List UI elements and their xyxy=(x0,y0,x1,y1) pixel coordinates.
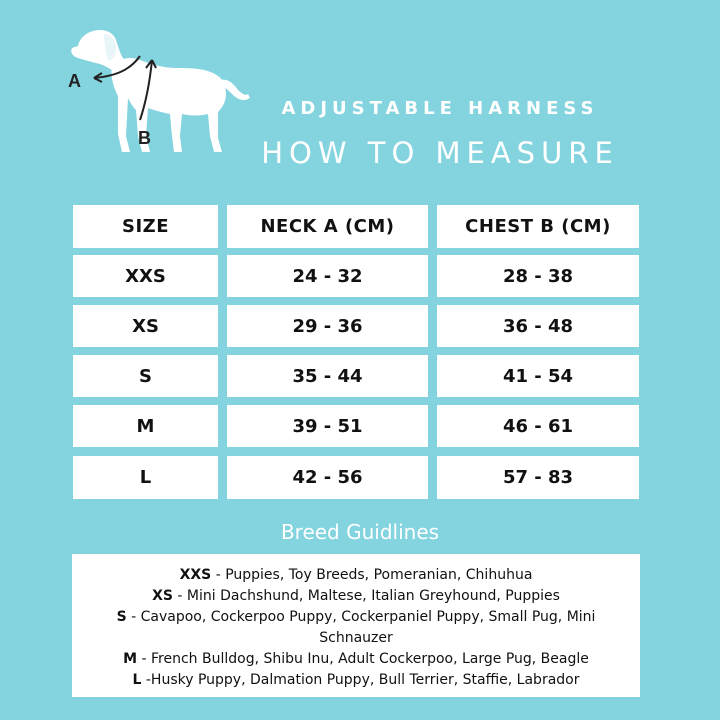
chest-cell: 46 - 61 xyxy=(437,405,639,447)
breed-guide-title: Breed Guidlines xyxy=(280,520,440,544)
size-cell: L xyxy=(73,456,218,499)
guide-size: L xyxy=(132,672,142,688)
chest-cell: 36 - 48 xyxy=(437,305,639,347)
breed-guide-box xyxy=(72,554,640,697)
label-a: A xyxy=(68,71,81,91)
guide-text: - Puppies, Toy Breeds, Pomeranian, Chihuhua xyxy=(211,567,533,583)
guide-text: - Cavapoo, Cockerpoo Puppy, Cockerpaniel Puppy, Small Pug, Mini Schnauzer xyxy=(126,609,596,646)
guide-line xyxy=(88,607,624,649)
neck-cell: 35 - 44 xyxy=(227,355,428,397)
guide-text: - Mini Dachshund, Maltese, Italian Greyhound, Puppies xyxy=(172,588,560,604)
dog-silhouette-icon xyxy=(71,30,250,152)
chest-cell: 28 - 38 xyxy=(437,255,639,297)
guide-text: -Husky Puppy, Dalmation Puppy, Bull Terrier, Staffie, Labrador xyxy=(141,672,580,688)
neck-cell: 42 - 56 xyxy=(227,456,428,499)
neck-cell: 24 - 32 xyxy=(227,255,428,297)
size-cell: S xyxy=(73,355,218,397)
subtitle: ADJUSTABLE HARNESS xyxy=(281,98,599,119)
chest-cell: 41 - 54 xyxy=(437,355,639,397)
size-cell: XXS xyxy=(73,255,218,297)
label-b: B xyxy=(138,128,151,148)
guide-line xyxy=(88,649,624,670)
neck-cell: 29 - 36 xyxy=(227,305,428,347)
guide-text: - French Bulldog, Shibu Inu, Adult Cockerpoo, Large Pug, Beagle xyxy=(137,651,589,667)
guide-line xyxy=(88,586,624,607)
guide-size: M xyxy=(123,651,138,667)
chest-cell: 57 - 83 xyxy=(437,456,639,499)
header-size: SIZE xyxy=(73,205,218,248)
header-chest: CHEST B (CM) xyxy=(437,205,639,248)
header-neck: NECK A (CM) xyxy=(227,205,428,248)
guide-line xyxy=(88,565,624,586)
guide-size: XS xyxy=(152,588,173,604)
guide-size: S xyxy=(116,609,127,625)
guide-line xyxy=(88,670,624,691)
page-title: HOW TO MEASURE xyxy=(261,136,619,170)
size-cell: XS xyxy=(73,305,218,347)
neck-cell: 39 - 51 xyxy=(227,405,428,447)
size-cell: M xyxy=(73,405,218,447)
guide-size: XXS xyxy=(179,567,212,583)
